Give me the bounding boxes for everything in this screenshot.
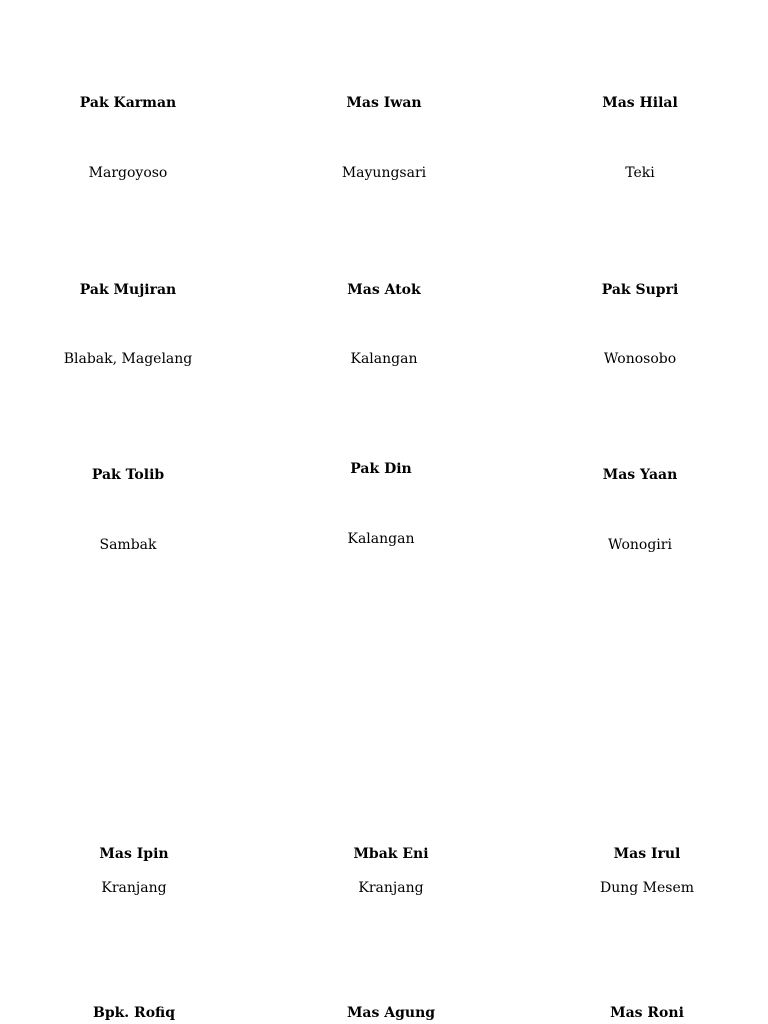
- contact-place: Kranjang: [101, 880, 167, 896]
- contact-name: Pak Mujiran: [79, 282, 177, 298]
- contact-place: Wonogiri: [608, 537, 672, 553]
- contact-name: Pak Din: [350, 461, 412, 477]
- contact-name: Mbak Eni: [353, 846, 429, 862]
- contact-place: Kalangan: [347, 531, 415, 547]
- contact-name: Mas Roni: [610, 1005, 684, 1021]
- contact-name: Mas Yaan: [602, 467, 678, 483]
- contact-name: Bpk. Rofiq: [92, 1005, 175, 1021]
- contact-place: Blabak, Magelang: [63, 351, 193, 367]
- contact-place: Wonosobo: [603, 351, 677, 367]
- contact-place: Sambak: [99, 537, 157, 553]
- contact-name: Pak Supri: [601, 282, 679, 298]
- contact-place: Margoyoso: [88, 165, 168, 181]
- contact-place: Dung Mesem: [599, 880, 695, 896]
- contact-name: Mas Irul: [613, 846, 681, 862]
- contact-place: Mayungsari: [341, 165, 427, 181]
- contact-place: Teki: [625, 165, 655, 181]
- contact-name: Mas Iwan: [346, 95, 422, 111]
- contact-name: Mas Atok: [347, 282, 421, 298]
- contact-name: Pak Tolib: [91, 467, 165, 483]
- contact-name: Mas Ipin: [99, 846, 169, 862]
- contact-name: Pak Karman: [79, 95, 177, 111]
- contact-name: Mas Hilal: [602, 95, 678, 111]
- contact-place: Kranjang: [358, 880, 424, 896]
- contact-place: Kalangan: [350, 351, 418, 367]
- contact-name: Mas Agung: [346, 1005, 436, 1021]
